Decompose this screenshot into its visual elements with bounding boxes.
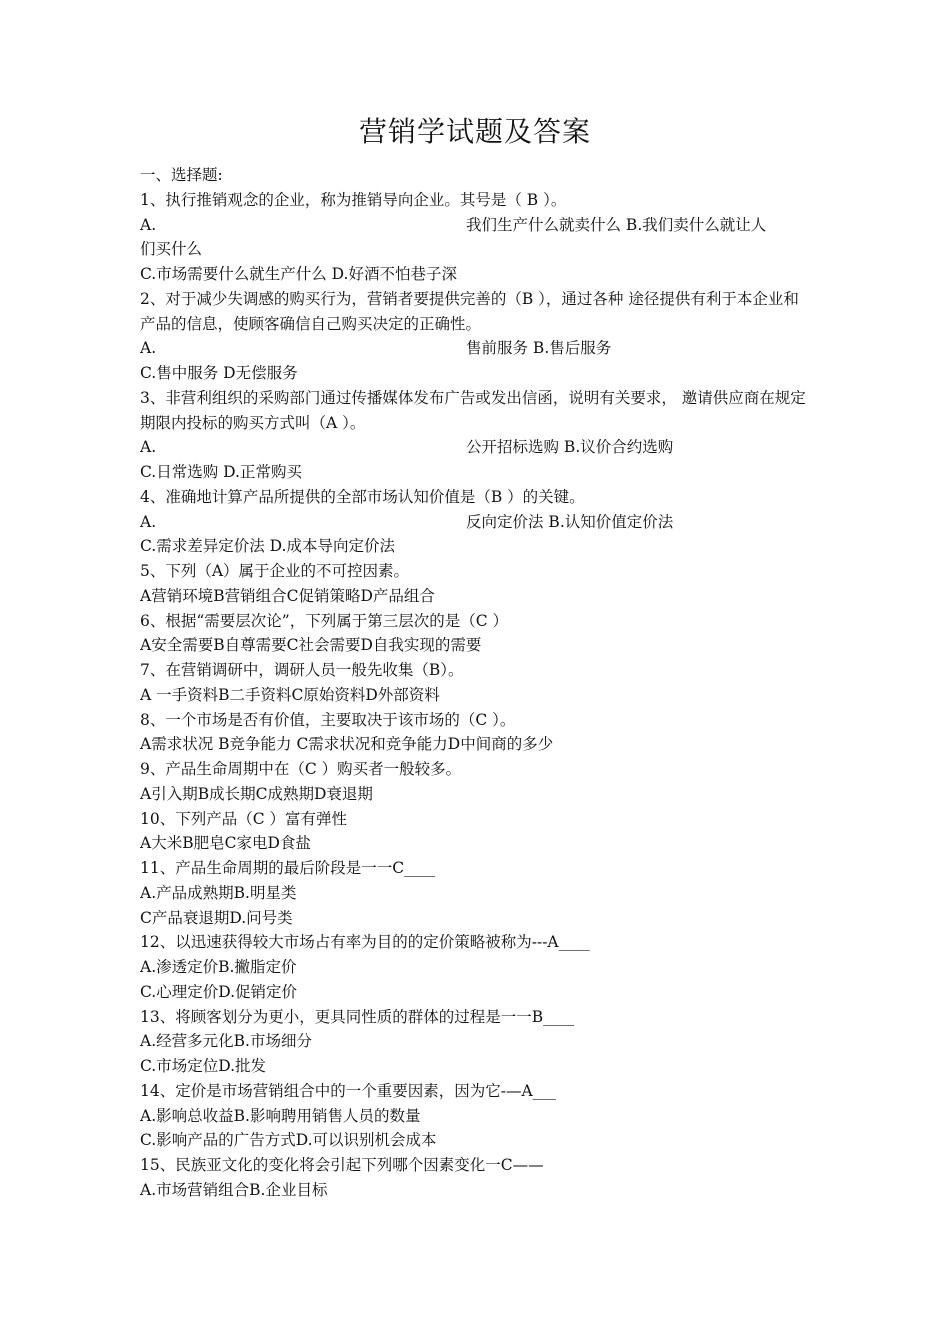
text-line: A 一手资料B二手资料C原始资料D外部资料	[140, 685, 440, 704]
text-line: 14、定价是市场营销组合中的一个重要因素，因为它-—A___	[140, 1081, 556, 1100]
text-line: A.产品成熟期B.明星类	[140, 883, 297, 902]
text-line: C.影响产品的广告方式D.可以识别机会成本	[140, 1131, 437, 1150]
text-line: C.市场定位D.批发	[140, 1057, 267, 1075]
text-line: 11、产品生命周期的最后阶段是一一C____	[140, 859, 436, 877]
option-ab-text: 售前服务 B.售后服务	[466, 339, 612, 358]
text-line: 12、以迅速获得较大市场占有率为目的的定价策略被称为---A____	[140, 933, 590, 952]
question-1-options-cont: 们买什么	[140, 240, 203, 259]
text-line: 9、产品生命周期中在（C ）购买者一般较多。	[140, 760, 462, 778]
question-4: 4、准确地计算产品所提供的全部市场认知价值是（B ）的关键。	[140, 487, 585, 506]
text-line: 7、在营销调研中，调研人员一般先收集（B）。	[140, 661, 464, 679]
section-heading: 一、选择题:	[140, 166, 223, 184]
text-line: C产品衰退期D.问号类	[140, 908, 293, 927]
document-body	[140, 163, 812, 1203]
option-a-label: A.	[140, 339, 157, 358]
question-1: 1、执行推销观念的企业，称为推销导向企业。其号是（ B ）。	[140, 190, 567, 209]
question-3-options-ab	[140, 435, 812, 460]
question-2: 2、对于减少失调感的购买行为，营销者要提供完善的（B ），通过各种 途径提供有利于本企业和产品的信息，使顾客确信自己购买决定的正确性。	[140, 289, 799, 333]
option-a-label: A.	[140, 438, 157, 457]
question-4-options-cd: C.需求差异定价法 D.成本导向定价法	[140, 537, 395, 556]
text-line: 10、下列产品（C ）富有弹性	[140, 809, 348, 828]
text-line: A引入期B成长期C成熟期D衰退期	[140, 784, 373, 803]
option-a-label: A.	[140, 215, 157, 234]
question-3-options-cd: C.日常选购 D.正常购买	[140, 463, 302, 481]
option-ab-text: 我们生产什么就卖什么 B.我们卖什么就让人	[466, 215, 767, 234]
page-title: 营销学试题及答案	[358, 115, 591, 148]
question-4-options-ab	[140, 510, 812, 535]
option-a-label: A.	[140, 512, 157, 531]
question-2-options-cd: C.售中服务 D无偿服务	[140, 364, 298, 382]
text-line: 15、民族亚文化的变化将会引起下列哪个因素变化一C——	[140, 1156, 544, 1174]
question-1-options-ab	[140, 213, 812, 238]
text-line: 5、下列（A）属于企业的不可控因素。	[140, 562, 410, 580]
text-line: 13、将顾客划分为更小，更具同性质的群体的过程是一一B____	[140, 1007, 575, 1026]
question-1-options-cd: C.市场需要什么就生产什么 D.好酒不怕巷子深	[140, 265, 457, 283]
text-line: A营销环境B营销组合C促销策略D产品组合	[140, 586, 435, 605]
text-line: A大米B肥皂C家电D食盐	[140, 834, 311, 853]
text-line: A.渗透定价B.撇脂定价	[140, 958, 297, 976]
question-2-options-ab	[140, 336, 812, 361]
option-ab-text: 公开招标选购 B.议价合约选购	[466, 438, 674, 457]
question-3: 3、非营利组织的采购部门通过传播媒体发布广告或发出信函，说明有关要求， 邀请供应商在规定期限内投标的购买方式叫（A ）。	[140, 388, 806, 432]
text-line: 6、根据“需要层次论”，下列属于第三层次的是（C ）	[140, 611, 508, 630]
text-line: A.市场营销组合B.企业目标	[140, 1180, 328, 1199]
text-line: A需求状况 B竞争能力 C需求状况和竞争能力D中间商的多少	[140, 735, 554, 754]
text-line: 8、一个市场是否有价值，主要取决于该市场的（C ）。	[140, 710, 516, 729]
text-line: A.经营多元化B.市场细分	[140, 1032, 312, 1051]
text-line: A.影响总收益B.影响聘用销售人员的数量	[140, 1106, 421, 1125]
option-ab-text: 反向定价法 B.认知价值定价法	[466, 512, 674, 531]
text-line: A安全需要B自尊需要C社会需要D自我实现的需要	[140, 636, 482, 655]
text-line: C.心理定价D.促销定价	[140, 982, 298, 1001]
